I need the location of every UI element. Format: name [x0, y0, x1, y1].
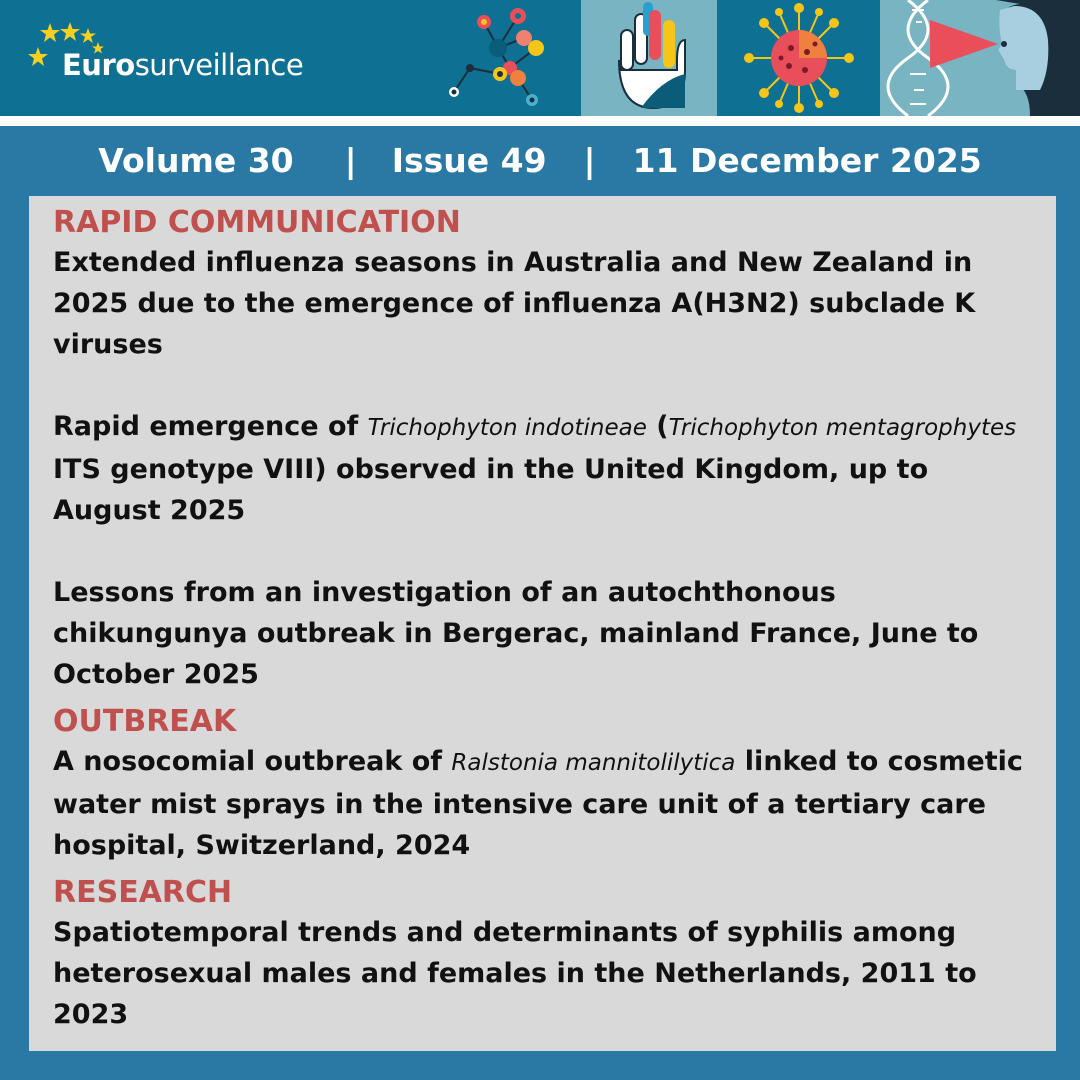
issue-info	[0, 136, 1080, 186]
header-banner	[0, 0, 1080, 116]
section-heading-outbreak: OUTBREAK	[53, 704, 237, 739]
contents-box	[29, 196, 1056, 1051]
section-heading-rapid-communication: RAPID COMMUNICATION	[53, 205, 461, 240]
section-heading-research: RESEARCH	[53, 875, 233, 910]
volume-label: Volume 30	[98, 141, 294, 180]
molecule-network-icon	[440, 0, 580, 116]
eurosurveillance-logo: Eurosurveillance	[62, 48, 304, 82]
article-title[interactable]: A nosocomial outbreak of Ralstonia mannitolilytica linked to cosmetic water mist sprays in the intensive care unit of a tertiary care hospital, Switzerland, 2024	[53, 746, 1023, 861]
issue-label: Issue 49	[391, 141, 547, 180]
dna-scan-icon	[880, 0, 1080, 116]
article-title[interactable]: Rapid emergence of Trichophyton indotineae (Trichophyton mentagrophytes ITS genotype VIII) observed in the United Kingdom, up to August 2025	[53, 411, 1017, 526]
separator: |	[583, 141, 596, 180]
virus-icon	[719, 0, 879, 116]
article-title[interactable]: Lessons from an investigation of an autochthonous chikungunya outbreak in Bergerac, mainland France, June to October 2025	[53, 577, 979, 690]
banner-divider	[0, 116, 1080, 126]
hand-icon	[581, 0, 717, 116]
article-title[interactable]: Extended influenza seasons in Australia and New Zealand in 2025 due to the emergence of influenza A(H3N2) subclade K viruses	[53, 247, 976, 360]
date-label: 11 December 2025	[632, 141, 982, 180]
article-title[interactable]: Spatiotemporal trends and determinants of syphilis among heterosexual males and females in the Netherlands, 2011 to 2023	[53, 917, 977, 1030]
separator: |	[344, 141, 357, 180]
